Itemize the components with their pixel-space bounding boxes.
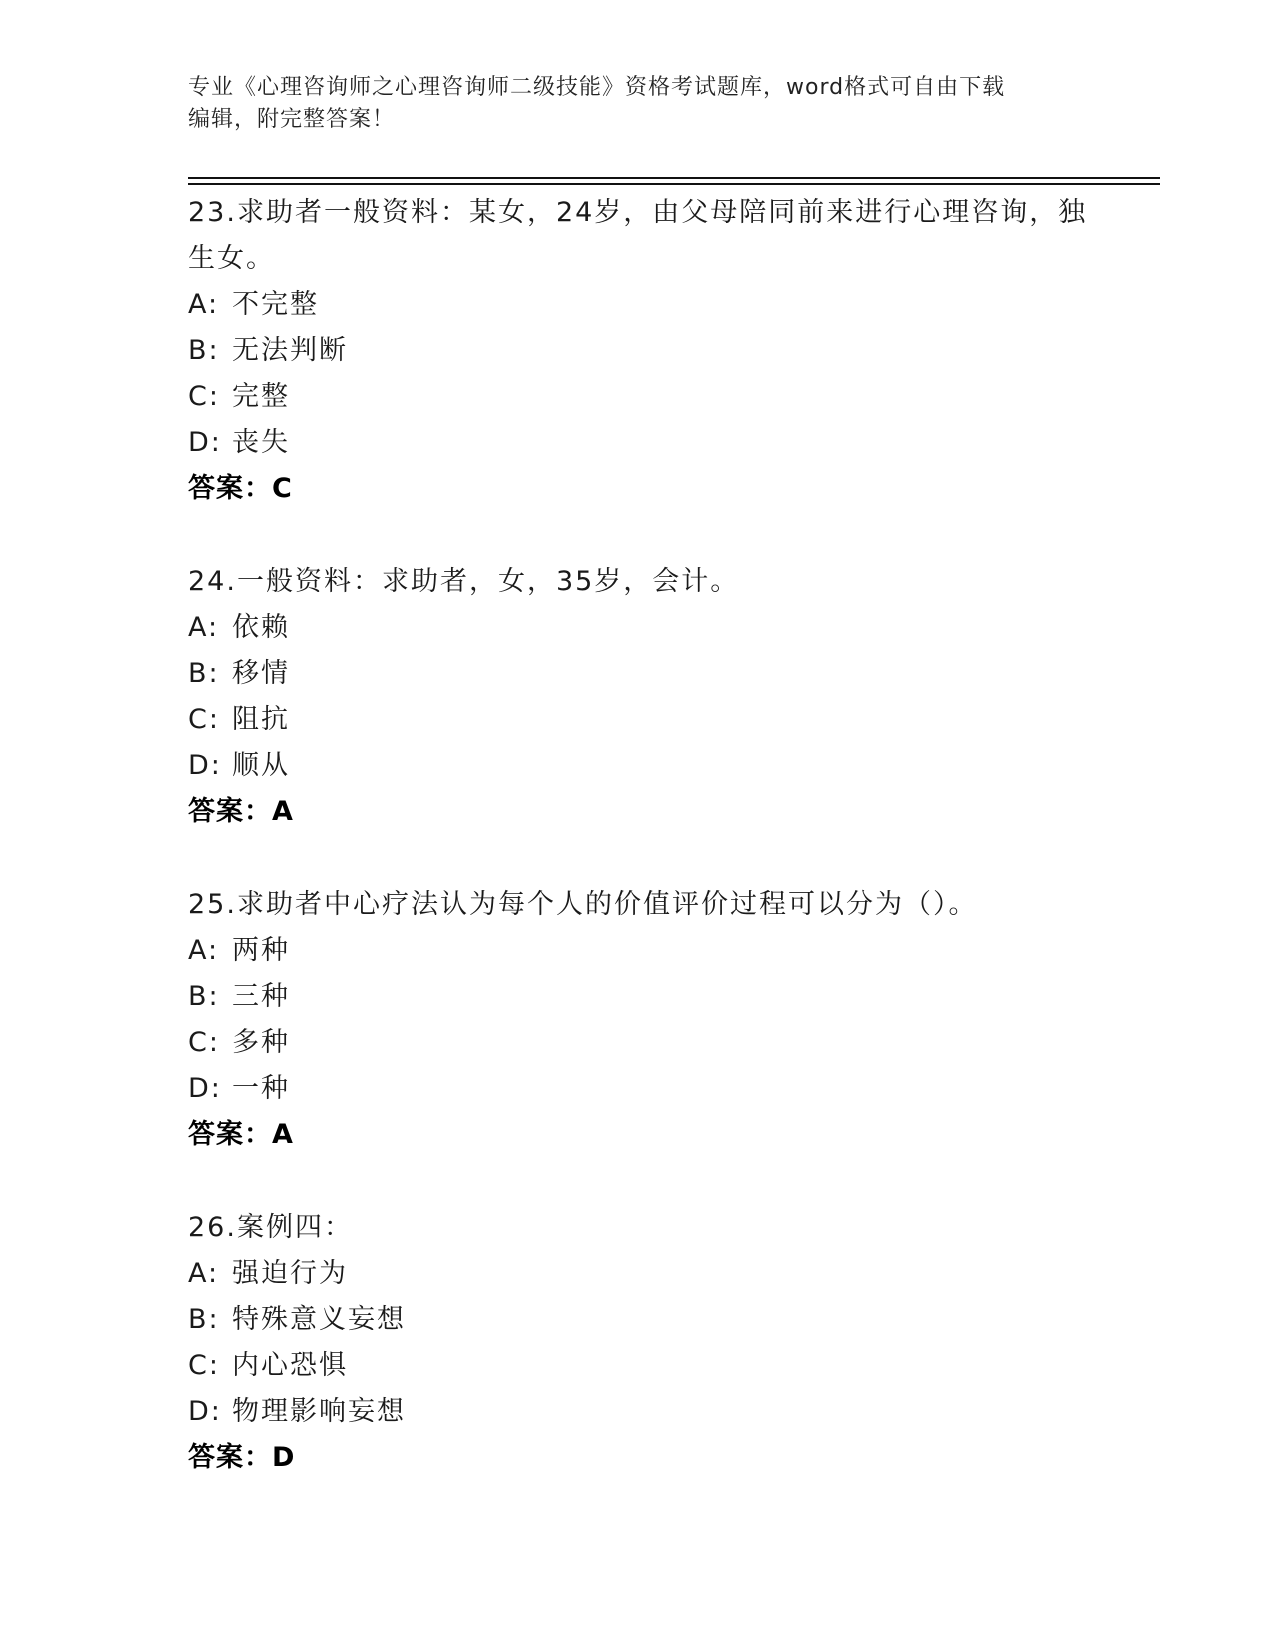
option-letter: C: (188, 1350, 220, 1381)
option-a (188, 1251, 1088, 1297)
option-d (188, 420, 1088, 466)
option-text: 特殊意义妄想 (232, 1304, 406, 1335)
option-letter: D: (188, 750, 222, 781)
question-25 (188, 882, 1088, 1158)
option-d (188, 1389, 1088, 1435)
question-stem: 24.一般资料：求助者，女，35岁，会计。 (188, 566, 740, 597)
option-a (188, 605, 1088, 651)
header-line-2: 编辑，附完整答案！ (188, 107, 396, 132)
question-26 (188, 1205, 1088, 1481)
option-c (188, 1343, 1088, 1389)
option-text: 丧失 (232, 427, 290, 458)
option-text: 两种 (232, 935, 290, 966)
answer-label: 答案：C (188, 473, 293, 504)
question-stem: 23.求助者一般资料：某女，24岁，由父母陪同前来进行心理咨询，独 (188, 197, 1088, 228)
option-letter: B: (188, 981, 220, 1012)
option-text: 无法判断 (232, 335, 348, 366)
option-letter: B: (188, 1304, 220, 1335)
question-stem: 25.求助者中心疗法认为每个人的价值评价过程可以分为（）。 (188, 889, 978, 920)
option-b (188, 651, 1088, 697)
question-23 (188, 190, 1088, 512)
option-letter: D: (188, 427, 222, 458)
question-stem: 26.案例四： (188, 1212, 353, 1243)
option-letter: D: (188, 1396, 222, 1427)
option-letter: B: (188, 335, 220, 366)
answer-label: 答案：A (188, 796, 294, 827)
option-text: 不完整 (232, 289, 319, 320)
option-letter: C: (188, 381, 220, 412)
option-text: 依赖 (232, 612, 290, 643)
option-c (188, 374, 1088, 420)
question-list (188, 190, 1088, 1528)
option-letter: A: (188, 935, 220, 966)
option-letter: A: (188, 612, 220, 643)
option-a (188, 928, 1088, 974)
option-letter: A: (188, 1258, 220, 1289)
option-text: 阻抗 (232, 704, 290, 735)
answer-label: 答案：D (188, 1442, 296, 1473)
question-24 (188, 559, 1088, 835)
option-letter: D: (188, 1073, 222, 1104)
option-b (188, 1297, 1088, 1343)
option-text: 强迫行为 (232, 1258, 348, 1289)
option-letter: A: (188, 289, 220, 320)
option-text: 内心恐惧 (232, 1350, 348, 1381)
option-text: 移情 (232, 658, 290, 689)
document-header (188, 72, 1088, 136)
option-letter: B: (188, 658, 220, 689)
option-c (188, 1020, 1088, 1066)
option-a (188, 282, 1088, 328)
header-line-1: 专业《心理咨询师之心理咨询师二级技能》资格考试题库，word格式可自由下载 (188, 75, 1006, 100)
option-text: 完整 (232, 381, 290, 412)
option-letter: C: (188, 1027, 220, 1058)
option-text: 顺从 (232, 750, 290, 781)
option-b (188, 974, 1088, 1020)
option-text: 一种 (232, 1073, 290, 1104)
option-d (188, 743, 1088, 789)
option-text: 三种 (232, 981, 290, 1012)
question-stem-continued: 生女。 (188, 243, 275, 274)
header-divider-top (188, 177, 1160, 179)
option-d (188, 1066, 1088, 1112)
option-c (188, 697, 1088, 743)
header-divider-bottom (188, 183, 1160, 185)
option-text: 多种 (232, 1027, 290, 1058)
option-b (188, 328, 1088, 374)
option-text: 物理影响妄想 (232, 1396, 406, 1427)
answer-label: 答案：A (188, 1119, 294, 1150)
option-letter: C: (188, 704, 220, 735)
